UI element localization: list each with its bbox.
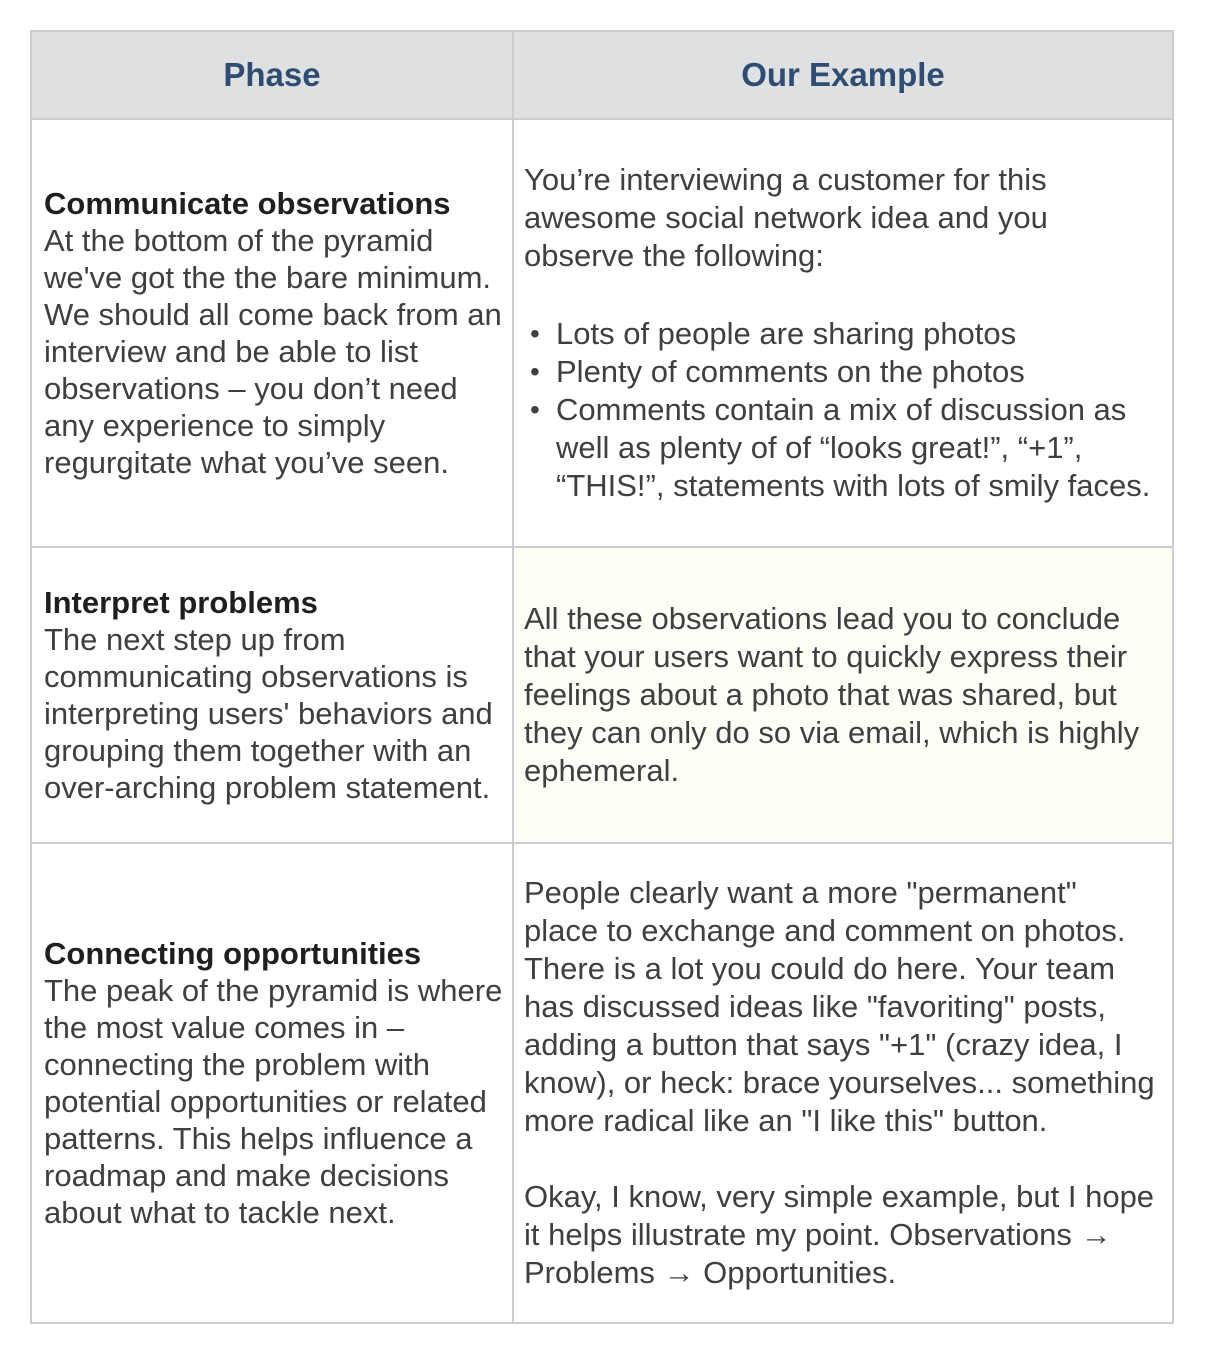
phase-example-table [30, 30, 1174, 1324]
phase-title: Interpret problems [44, 585, 318, 620]
table-row-communicate-observations [31, 119, 1173, 547]
phase-description: The peak of the pyramid is where the most value comes in – connecting the problem with potential opportunities or related patterns. This helps influence a roadmap and make decisions about what to tackle next. [44, 973, 503, 1230]
example-paragraph: All these observations lead you to conclude that your users want to quickly express their feelings about a photo that was shared, but they can only do so via email, which is highly ephemeral. [524, 601, 1140, 788]
example-bullet-list [524, 315, 1158, 505]
example-cell-communicate-observations [513, 119, 1173, 547]
example-intro: You’re interviewing a customer for this awesome social network idea and you observe the following: [524, 162, 1048, 273]
bullet-text: Lots of people are sharing photos [556, 316, 1017, 351]
phase-description: The next step up from communicating observations is interpreting users' behaviors and grouping them together with an over-arching problem statement. [44, 622, 493, 805]
table-row-interpret-problems [31, 547, 1173, 843]
table-row-connecting-opportunities [31, 843, 1173, 1323]
phase-description: At the bottom of the pyramid we've got the the bare minimum. We should all come back from an interview and be able to list observations – you don’t need any experience to simply regurgitate what you’ve seen. [44, 223, 502, 480]
example-paragraph: Okay, I know, very simple example, but I hope it helps illustrate my point. Observations → Problems → Opportunities. [524, 1179, 1155, 1290]
example-cell-connecting-opportunities [513, 843, 1173, 1323]
bullet-icon: • [530, 356, 540, 387]
phase-cell-communicate-observations [31, 119, 513, 547]
table-header-row [31, 31, 1173, 119]
column-header-phase: Phase [31, 31, 513, 119]
bullet-text: Comments contain a mix of discussion as well as plenty of of “looks great!”, “+1”, “THIS!”, statements with lots of smily faces. [556, 392, 1151, 503]
bullet-text: Plenty of comments on the photos [556, 354, 1025, 389]
phase-title: Connecting opportunities [44, 936, 422, 971]
bullet-item [524, 391, 1158, 505]
column-header-our-example: Our Example [513, 31, 1173, 119]
bullet-item [524, 315, 1158, 353]
phase-cell-connecting-opportunities [31, 843, 513, 1323]
example-cell-interpret-problems [513, 547, 1173, 843]
bullet-icon: • [530, 394, 540, 425]
bullet-item [524, 353, 1158, 391]
phase-title: Communicate observations [44, 186, 451, 221]
example-paragraph: People clearly want a more "permanent" place to exchange and comment on photos. There is a lot you could do here. Your team has discussed ideas like "favoriting" posts, adding a button that says "+1" (crazy idea, I know), or heck: brace yourselves... something more radical like an "I like this" button. [524, 875, 1155, 1138]
bullet-icon: • [530, 318, 540, 349]
phase-cell-interpret-problems [31, 547, 513, 843]
